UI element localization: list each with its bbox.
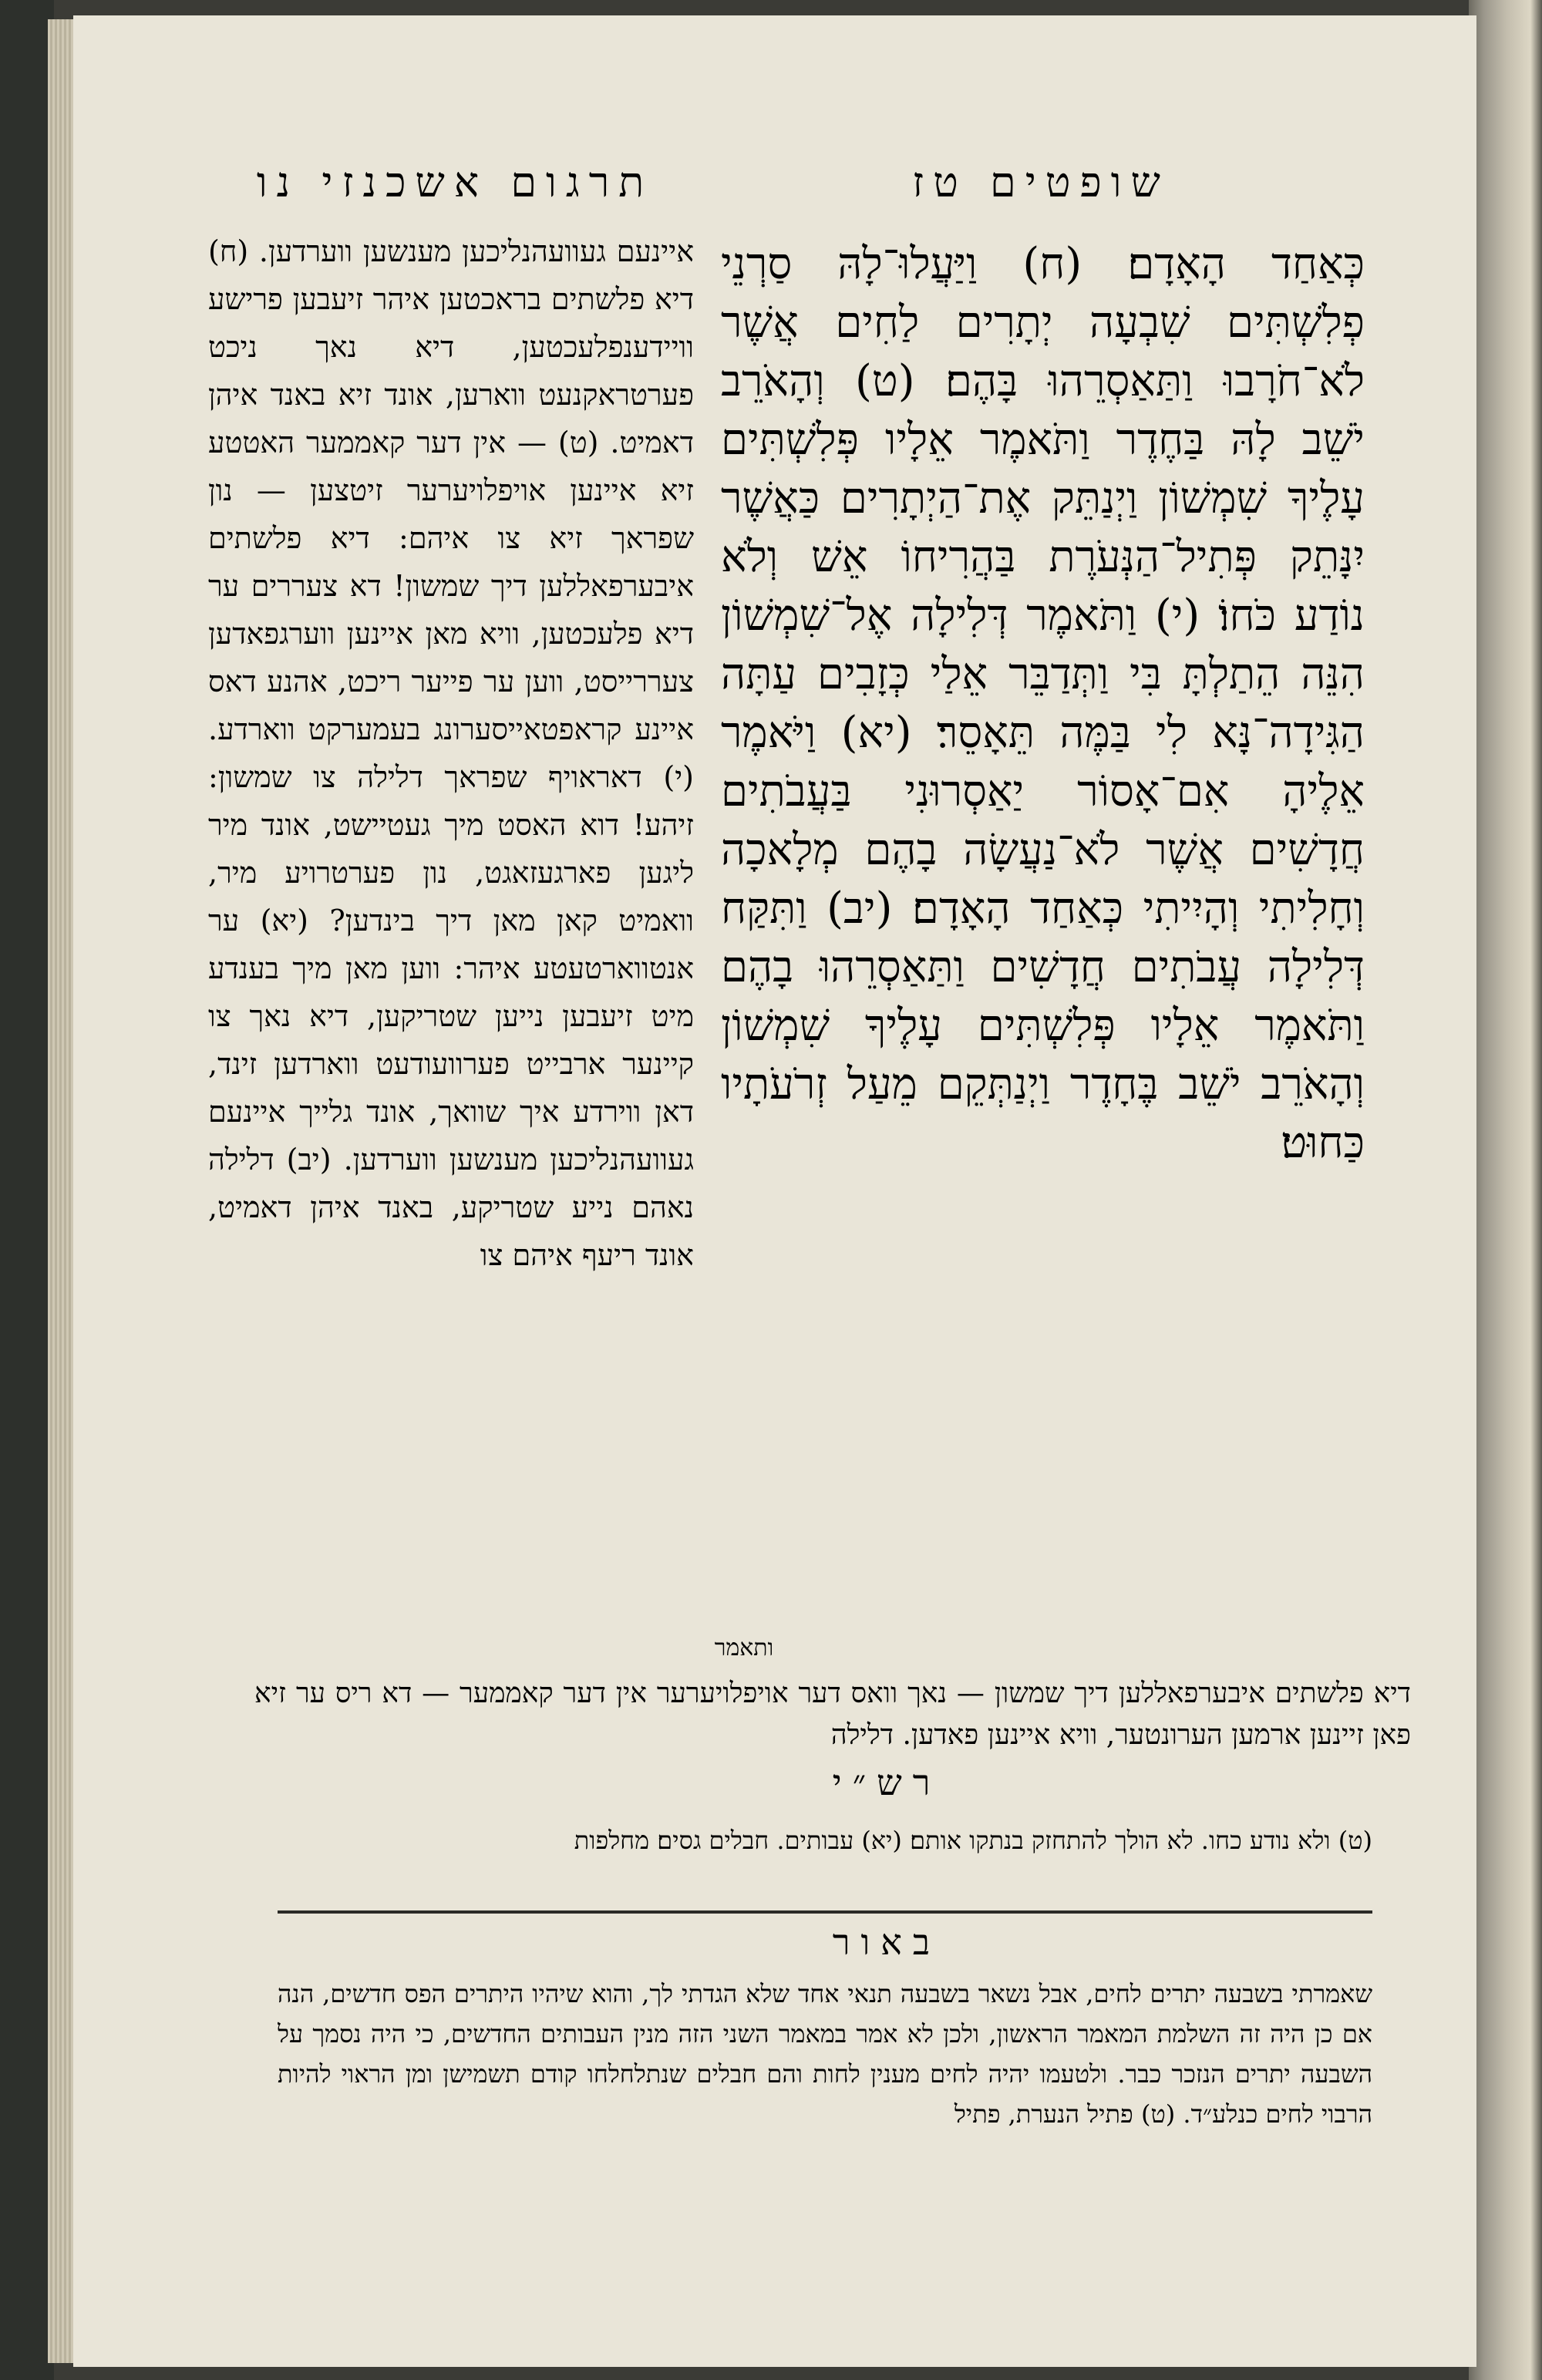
right-book-edge bbox=[1469, 0, 1542, 2380]
targum-column: איינעם געוועהנליכען מענשען ווערדען. (ח) דיא פלשתים בראכטען איהר זיעבען פרישע וויידענפלעכטען, דיא נאך ניכט פערטראקנעט ווארען, אונד זיא באנד איהן דאמיט. (ט) — אין דער קאממער האטטע זיא איינען אויפלויערער זיטצען — נון שפראך זיא צו איהם: דיא פלשתים איבערפאללען דיך שמשון! דא צעררים ער דיא פלעכטען, וויא מאן איינען ווערגפאדען צעררייסט, ווען ער פייער ריכט, אהנע דאס איינע קראפטאייסערונג בעמערקט ווארדע. (י) דאראויף שפראך דלילה צו שמשון: זיהע! דוא האסט מיך געטיישט, אונד מיר ליגען פארגעזאגט, נון פערטרויע מיר, וואמיט קאן מאן דיך בינדען? (יא) ער אנטווארטעטע איהר: ווען מאן מיך בענדע מיט זיעבען נייען שטריקען, דיא נאך צו קיינער ארבייט פערוועודעט ווארדען זינד, דאן ווירדע איך שוואך, אונד גלייך איינעם געוועהנליכען מענשען ווערדען. (יב) דלילה נאהם נייע שטריקע, באנד איהן דאמיט, אונד ריעף איהם צו bbox=[208, 234, 694, 1272]
catchword: ותאמר bbox=[714, 1634, 774, 1661]
targum-heading: תרגום אשכנזי נו bbox=[256, 158, 654, 207]
page-edges bbox=[48, 19, 76, 2363]
rashi-title: רש״י bbox=[832, 1762, 941, 1803]
book-heading: שופטים טז bbox=[912, 158, 1170, 207]
biur-commentary: שאמרתי בשבעה יתרים לחים, אבל נשאר בשבעה תנאי אחד שלא הגדתי לך, והוא שיהיו היתרים הפס חדשים, הנה אם כן היה זה השלמת המאמר הראשון, ולכן לא אמר במאמר השני הזה מנין העבותים החדשים, כי היה נסמך על השבעה יתרים הנזכר כבר. ולטעמו יהיה לחים מענין לחות והם חבלים שנתלחלחו קודם תשמישן ומן הראוי להיות הרבוי לחים כנלע״ד. (ט) פתיל הנערת, פתיל bbox=[278, 1979, 1372, 2129]
section-divider bbox=[278, 1910, 1372, 1914]
background-left bbox=[0, 0, 54, 2380]
targum-continuation: דיא פלשתים איבערפאללען דיך שמשון — נאך וואס דער אויפלויערער אין דער קאממער — דא ריס ער זיא פאן זיינען ארמען הערונטער, וויא איינען פאדען. דלילה bbox=[254, 1678, 1411, 1751]
bible-text-column: כְּאַחַד הָאָדָם׃ (ח) וַיַּעֲלוּ־לָהּ סַרְנֵי פְלִשְׁתִּים שִׁבְעָה יְתָרִים לַחִים אֲשֶׁר לֹא־חֹרָבוּ וַתַּאַסְרֵהוּ בָּהֶם׃ (ט) וְהָאֹרֵב יֹשֵׁב לָהּ בַּחֶדֶר וַתֹּאמֶר אֵלָיו פְּלִשְׁתִּים עָלֶיךָ שִׁמְשׁוֹן וַיְנַתֵּק אֶת־הַיְתָרִים כַּאֲשֶׁר יִנָּתֵק פְּתִיל־הַנְּעֹרֶת בַּהֲרִיחוֹ אֵשׁ וְלֹא נוֹדַע כֹּחוֹ׃ (י) וַתֹּאמֶר דְּלִילָה אֶל־שִׁמְשׁוֹן הִנֵּה הֵתַלְתָּ בִּי וַתְּדַבֵּר אֵלַי כְּזָבִים עַתָּה הַגִּידָה־נָּא לִי בַּמֶּה תֵּאָסֵר׃ (יא) וַיֹּאמֶר אֵלֶיהָ אִם־אָסוֹר יַאַסְרוּנִי בַּעֲבֹתִים חֲדָשִׁים אֲשֶׁר לֹא־נַעֲשָׂה בָהֶם מְלָאכָה וְחָלִיתִי וְהָיִיתִי כְּאַחַד הָאָדָם׃ (יב) וַתִּקַּח דְּלִילָה עֲבֹתִים חֲדָשִׁים וַתַּאַסְרֵהוּ בָהֶם וַתֹּאמֶר אֵלָיו פְּלִשְׁתִּים עָלֶיךָ שִׁמְשׁוֹן וְהָאֹרֵב יֹשֵׁב בֶּחָדֶר וַיְנַתְּקֵם מֵעַל זְרֹעֹתָיו כַּחוּט׃ bbox=[721, 239, 1365, 1168]
biur-title: באור bbox=[832, 1921, 941, 1963]
rashi-commentary: (ט) ולא נודע כחו. לא הולך להתחזק בנתקו אותם׃ (יא) עבותים. חבלים גסים׃ מחלפות bbox=[574, 1826, 1372, 1855]
